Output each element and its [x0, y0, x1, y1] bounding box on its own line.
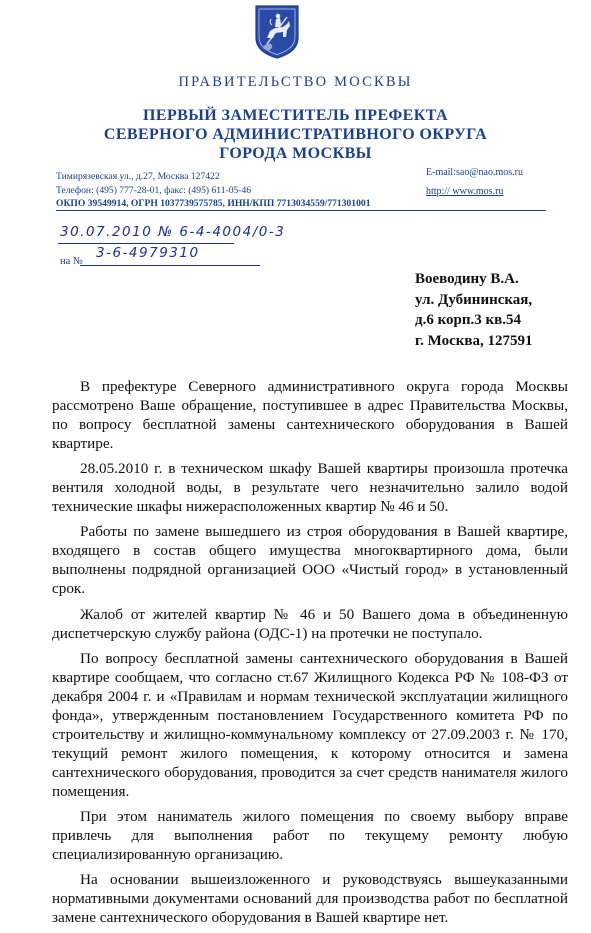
paragraph: На основании вышеизложенного и руководствуясь вышеуказанными нормативными документами оснований для производства работ по бесплатной замене сантехнического оборудования в Вашей квартире нет. [52, 871, 568, 927]
outgoing-date-number: 30.07.2010 № 6-4-4004/0-3 [60, 224, 286, 240]
recipient-street: ул. Дубининская, [415, 291, 533, 308]
letter-body [52, 377, 568, 933]
registration-codes: ОКПО 39549914, ОГРН 1037739575785, ИНН/КПП 7713034559/771301001 [56, 198, 371, 209]
paragraph: В префектуре Северного административного округа города Москвы рассмотрено Ваше обращение, поступившее в адрес Правительства Москвы, по вопросу бесплатной замены сантехнического оборудования в Вашей квартире. [52, 378, 568, 452]
recipient-building: д.6 корп.3 кв.54 [415, 312, 522, 328]
contact-block [56, 170, 371, 211]
prefect-title-line: ГОРОДА МОСКВЫ [219, 145, 372, 162]
paragraph: По вопросу бесплатной замены сантехнического оборудования в Вашей квартире сообщаем, что согласно ст.67 Жилищного Кодекса РФ № 108-ФЗ от декабря 2004 г. и «Правилам и нормам технической эксплуатации жилищного фонда», утвержденным постановлением Государственного комитета РФ по строительству и жилищно-коммунальному комплексу от 27.09.2003 г. № 170, текущий ремонт жилого помещения, к которому относится и замена сантехнического оборудования, проводится за счет средств нанимателя жилого помещения. [52, 649, 568, 800]
online-contacts [426, 163, 523, 201]
recipient-name: Воеводину В.А. [415, 271, 519, 287]
email-link[interactable]: E-mail:sao@nao.mos.ru [426, 167, 523, 178]
reference-number: 3-6-4979310 [96, 245, 200, 261]
paragraph: При этом наниматель жилого помещения по своему выбору вправе привлечь для выполнения работ по текущему ремонту любую специализированную организацию. [52, 807, 568, 863]
paragraph: 28.05.2010 г. в техническом шкафу Вашей квартиры произошла протечка вентиля холодной воды, в результате чего незначительно залило водой технические шкафы нижерасположенных квартир № 46 и 50. [52, 460, 568, 516]
paragraph: Жалоб от жителей квартир № 46 и 50 Вашего дома в объединенную диспетчерскую службу района (ОДС-1) на протечки не поступало. [52, 605, 568, 642]
phone-fax: Телефон: (495) 777-28-01, факс: (495) 611-05-46 [56, 184, 252, 196]
recipient-city: г. Москва, 127591 [415, 332, 533, 349]
reference-label: на № [60, 256, 83, 267]
recipient-block [415, 269, 532, 351]
header-divider [56, 210, 546, 211]
paragraph: Работы по замене вышедшего из строя оборудования в Вашей квартире, входящего в состав общего имущества многоквартирного дома, были выполнены подрядной организацией ООО «Чистый город» в установленный срок. [52, 523, 568, 598]
prefect-title-line: ПЕРВЫЙ ЗАМЕСТИТЕЛЬ ПРЕФЕКТА [143, 107, 448, 124]
date-number-underline [58, 243, 234, 244]
prefect-title-line: СЕВЕРНОГО АДМИНИСТРАТИВНОГО ОКРУГА [103, 126, 488, 143]
prefect-title [0, 106, 591, 163]
government-title: ПРАВИТЕЛЬСТВО МОСКВЫ [178, 74, 413, 90]
reference-underline [80, 265, 260, 266]
website-link[interactable]: http:// www.mos.ru [426, 186, 504, 197]
address: Тимирязевская ул., д.27, Москва 127422 [56, 171, 220, 182]
moscow-coat-of-arms-icon [254, 4, 300, 60]
